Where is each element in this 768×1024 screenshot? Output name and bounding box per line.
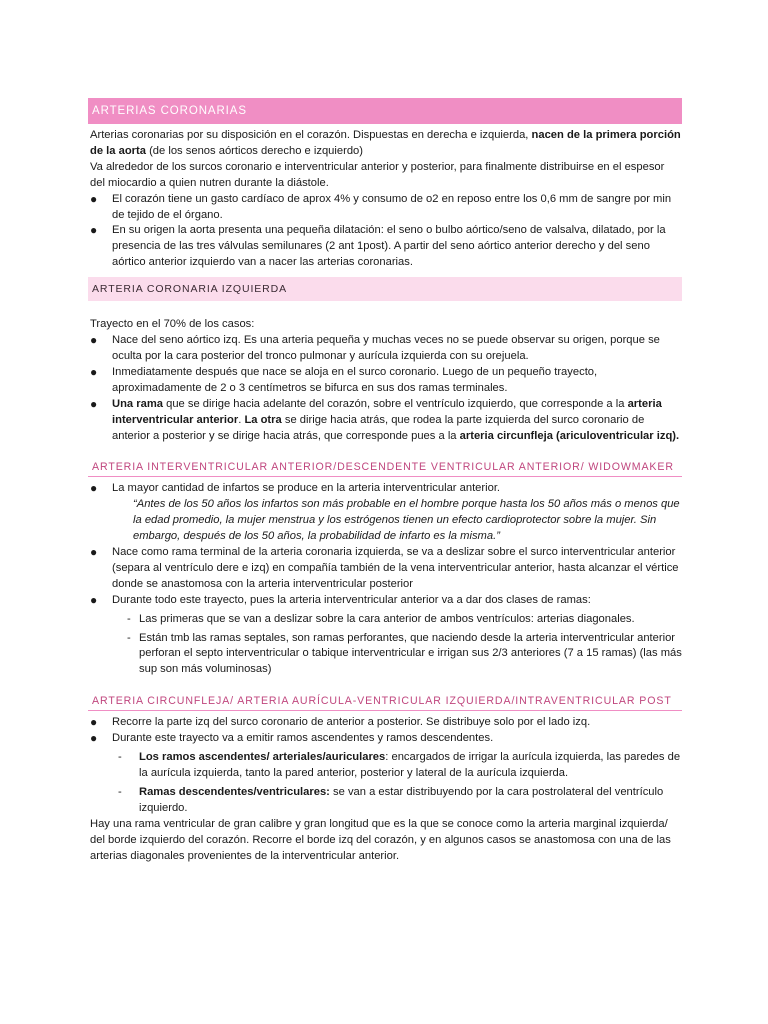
list-item-text: El corazón tiene un gasto cardíaco de aprox 4% y consumo de o2 en reposo entre los 0,6 mm de sangre por min de tejido de el órgano. bbox=[112, 192, 672, 221]
bullet-icon: ● bbox=[90, 223, 98, 238]
dash-icon: - bbox=[127, 612, 131, 625]
list-item bbox=[88, 192, 682, 224]
bullet-icon: ● bbox=[90, 396, 98, 411]
bullet-icon: ● bbox=[90, 481, 98, 496]
bold-text: Los ramos ascendentes/ arteriales/auriculares bbox=[139, 751, 386, 764]
sub-list-item bbox=[88, 631, 682, 679]
dash-icon: - bbox=[118, 751, 122, 764]
bullet-icon: ● bbox=[90, 364, 98, 379]
bullet-icon: ● bbox=[90, 333, 98, 348]
text: . bbox=[238, 413, 245, 426]
list-item-text: Recorre la parte izq del surco coronario de anterior a posterior. Se distribuye solo por el lado izq. bbox=[112, 716, 591, 729]
list-item bbox=[88, 715, 682, 731]
intro-text: Arterias coronarias por su disposición en el corazón. Dispuestas en derecha e izquierda, bbox=[90, 129, 532, 141]
bold-text: Ramas descendentes/ventriculares: bbox=[139, 785, 330, 798]
sub-list-item bbox=[88, 750, 682, 782]
bullet-icon: ● bbox=[90, 545, 98, 560]
sub-list-item-text bbox=[139, 751, 680, 779]
text: se van a estar distribuyendo por la cara postrolateral del ventrículo izquierdo. bbox=[139, 785, 664, 814]
list-item bbox=[88, 365, 682, 397]
sub-list-item bbox=[88, 612, 682, 628]
list-item bbox=[88, 545, 682, 593]
list-item bbox=[88, 481, 682, 497]
bold-text: Una rama bbox=[112, 397, 163, 410]
heading-arterias-coronarias: ARTERIAS CORONARIAS bbox=[88, 98, 682, 124]
iva-bullet-list bbox=[88, 481, 682, 497]
list-item-text: La mayor cantidad de infartos se produce en la arteria interventricular anterior. bbox=[112, 482, 501, 495]
izq-bullet-list bbox=[88, 333, 682, 444]
list-item bbox=[88, 223, 682, 271]
bold-text: arteria circunfleja (ariculoventricular izq). bbox=[459, 429, 680, 442]
sub-list-item-text: Las primeras que se van a deslizar sobre la cara anterior de ambos ventrículos: arterias diagonales. bbox=[139, 612, 635, 625]
sub-list-item-text: Están tmb las ramas septales, son ramas perforantes, que naciendo desde la arteria interventricular anterior perforan el septo interventricular o tabique interventricular e irrigan sus 2/3 anteriores (7 a 15 ramas) (las más sup son más voluminosas) bbox=[139, 631, 682, 676]
list-item-text: Durante este trayecto va a emitir ramos ascendentes y ramos descendentes. bbox=[112, 732, 494, 745]
list-item-text: Durante todo este trayecto, pues la arteria interventricular anterior va a dar dos clases de ramas: bbox=[112, 593, 591, 606]
list-item bbox=[88, 333, 682, 365]
intro-paragraph-1 bbox=[88, 128, 682, 160]
list-item-text: Inmediatamente después que nace se aloja en el surco coronario. Luego de un pequeño trayecto, aproximadamente de 2 o 3 centímetros se bifurca en sus dos ramas terminales. bbox=[112, 365, 598, 394]
text: se dirige hacia atrás, que rodea la parte izquierda del surco coronario de anterior a posterior y se dirige hacia atrás, que corresponde pues a la bbox=[112, 413, 645, 442]
bullet-icon: ● bbox=[90, 592, 98, 607]
list-item bbox=[88, 397, 682, 445]
dash-icon: - bbox=[118, 785, 122, 798]
list-item bbox=[88, 593, 682, 609]
list-item-text: Nace como rama terminal de la arteria coronaria izquierda, se va a deslizar sobre el surco interventricular anterior (separa al ventrículo dere e izq) en compañía también de la vena interventricular anterior, hasta alcanzar el vértice donde se anastomosa con la arteria interventricular posterior bbox=[112, 546, 679, 590]
heading-arteria-coronaria-izquierda: ARTERIA CORONARIA IZQUIERDA bbox=[88, 277, 682, 301]
bold-text: La otra bbox=[244, 413, 282, 426]
quote-text: “Antes de los 50 años los infartos son más probable en el hombre porque hasta los 50 años más o menos que la edad promedio, la mujer menstrua y los estrógenos tienen un efecto cardioprotector sobre la mujer. Sin embargo, después de los 50 años, la probabilidad de infarto es la misma.” bbox=[133, 498, 680, 543]
sub-list-item bbox=[88, 785, 682, 817]
list-item-text: Nace del seno aórtico izq. Es una arteria pequeña y muchas veces no se puede observar su origen, porque se oculta por la cara posterior del tronco pulmonar y aurícula izquierda con su orejuela. bbox=[112, 334, 660, 362]
intro-paragraph-2: Va alrededor de los surcos coronario e interventricular anterior y posterior, para finalmente distribuirse en el espesor del miocardio a quien nutren durante la diástole. bbox=[90, 160, 665, 189]
intro-text-2: (de los senos aórticos derecho e izquierdo) bbox=[145, 144, 363, 157]
list-item-text bbox=[112, 398, 679, 442]
bold-text: arteria interventricular anterior bbox=[112, 397, 662, 426]
bullet-icon: ● bbox=[90, 191, 98, 206]
iva-bullet-list-2 bbox=[88, 545, 682, 678]
heading-interventricular-anterior: ARTERIA INTERVENTRICULAR ANTERIOR/DESCENDENTE VENTRICULAR ANTERIOR/ WIDOWMAKER bbox=[88, 460, 682, 477]
circ-bullet-list bbox=[88, 715, 682, 816]
sub-list-item-text bbox=[139, 786, 663, 814]
list-item-text: En su origen la aorta presenta una pequeña dilatación: el seno o bulbo aórtico/seno de valsalva, dilatado, por la presencia de las tres válvulas semilunares (2 ant 1post). A partir del seno aórtico anterior derecho y del seno aórtico anterior izquierdo van a nacer las arterias coronarias. bbox=[112, 224, 666, 269]
bullet-icon: ● bbox=[90, 731, 98, 746]
text: que se dirige hacia adelante del corazón, sobre el ventrículo izquierdo, que corresponde a la bbox=[163, 397, 628, 410]
document-page bbox=[88, 98, 682, 864]
text: : encargados de irrigar la aurícula izquierda, las paredes de la aurícula izquierda, tanto la pared anterior, posterior y lateral de la aurícula izquierda. bbox=[139, 751, 681, 779]
heading-arteria-circunfleja: ARTERIA CIRCUNFLEJA/ ARTERIA AURÍCULA-VENTRICULAR IZQUIERDA/INTRAVENTRICULAR POST bbox=[88, 694, 682, 711]
bullet-icon: ● bbox=[90, 715, 98, 730]
dash-icon: - bbox=[127, 631, 131, 644]
intro-bold: nacen de la primera porción de la aorta bbox=[90, 129, 681, 157]
intro-bullet-list bbox=[88, 192, 682, 272]
list-item bbox=[88, 731, 682, 747]
izq-paragraph: Trayecto en el 70% de los casos: bbox=[90, 318, 255, 331]
closing-paragraph: Hay una rama ventricular de gran calibre y gran longitud que es la que se conoce como la arteria marginal izquierda/ del borde izquierdo del corazón. Recorre el borde izq del corazón, y en algunos casos se anastomosa con una de las arterias diagonales provenientes de la interventricular anterior. bbox=[90, 817, 671, 862]
